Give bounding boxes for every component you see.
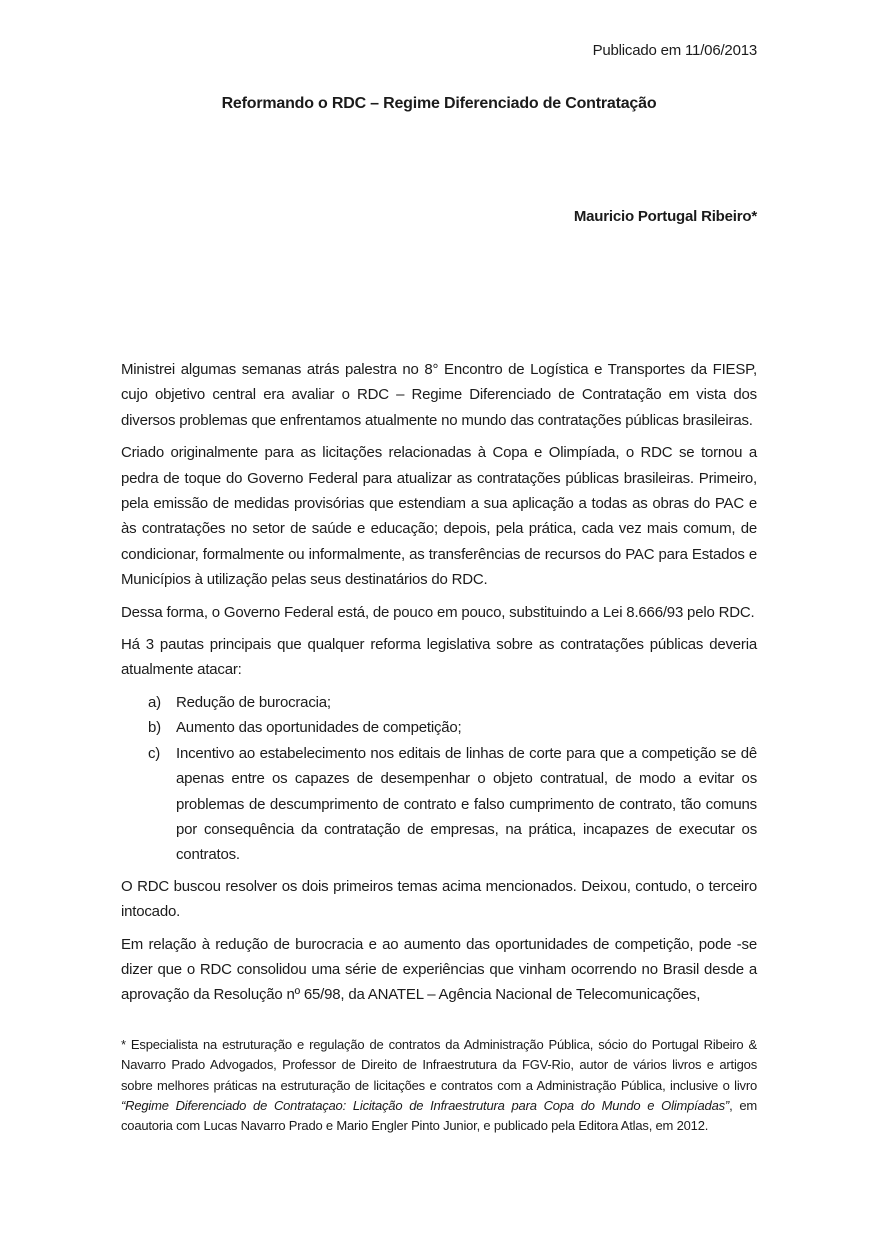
list-marker-b: b) [148,719,161,737]
published-date: Publicado em 11/06/2013 [592,42,757,59]
list-item-text-b: Aumento das oportunidades de competição; [176,719,462,737]
list-marker-a: a) [148,693,161,711]
agenda-list [121,690,757,868]
list-item-c [148,741,757,868]
author-byline: Mauricio Portugal Ribeiro* [573,208,757,225]
paragraph-intro-2: Criado originalmente para as licitações relacionadas à Copa e Olimpíada, o RDC se tornou a pedra de toque do Governo Federal para atualizar as contratações públicas brasileiras. Primeiro, pela emissão de medidas provisórias que estendiam a sua aplicação a todas as obras do PAC e às contratações no setor de saúde e educação; depois, pela prática, cada vez mais comum, de condicionar, formalmente ou informalmente, as transferências de recursos do PAC para Estados e Municípios à utilização pelas seus destinatários do RDC. [121,444,757,589]
footnote-book-title: “Regime Diferenciado de Contrataçao: Licitação de Infraestrutura para Copa do Mundo e Olimpíadas” [121,1097,730,1113]
paragraph-closing-1: O RDC buscou resolver os dois primeiros temas acima mencionados. Deixou, contudo, o terceiro intocado. [121,877,757,921]
footnote-text-after: , em coautoria com Lucas Navarro Prado e Mario Engler Pinto Junior, e publicado pela Editora Atlas, em 2012. [121,1097,757,1134]
paragraph-intro-1: Ministrei algumas semanas atrás palestra no 8° Encontro de Logística e Transportes da FIESP, cujo objetivo central era avaliar o RDC – Regime Diferenciado de Contratação em vista dos diversos problemas que enfrentamos atualmente no mundo das contratações públicas brasileiras. [121,361,757,429]
paragraph-intro-4: Há 3 pautas principais que qualquer reforma legislativa sobre as contratações públicas deveria atualmente atacar: [121,636,757,679]
footnote-text-before: * Especialista na estruturação e regulação de contratos da Administração Pública, sócio do Portugal Ribeiro & Navarro Prado Advogados, Professor de Direito de Infraestrutura da FGV-Rio, autor de vários livros e artigos sobre melhores práticas na estruturação de licitações e contratos com a Administração Pública, inclusive o livro [121,1036,757,1093]
list-marker-c: c) [148,744,161,762]
list-item-text-c: Incentivo ao estabelecimento nos editais de linhas de corte para que a competição se dê apenas entre os capazes de desempenhar o objeto contratual, de modo a evitar os problemas de descumprimento de contrato e falso cumprimento de contrato, tão comuns por consequência da contratação de empresas, na prática, incapazes de executar os contratos. [176,744,757,864]
paragraph-closing-2: Em relação à redução de burocracia e ao aumento das oportunidades de competição, pode -se dizer que o RDC consolidou uma série de experiências que vinham ocorrendo no Brasil desde a aprovação da Resolução nº 65/98, da ANATEL – Agência Nacional de Telecomunicações, [121,935,757,1004]
document-body [121,357,757,1008]
list-item-a [148,690,757,715]
paragraph-intro-3: Dessa forma, o Governo Federal está, de pouco em pouco, substituindo a Lei 8.666/93 pelo RDC. [121,603,755,621]
list-item-text-a: Redução de burocracia; [176,693,331,711]
document-title: Reformando o RDC – Regime Diferenciado de Contratação [221,95,657,112]
list-item-b [148,715,757,740]
footnote [121,1035,757,1137]
